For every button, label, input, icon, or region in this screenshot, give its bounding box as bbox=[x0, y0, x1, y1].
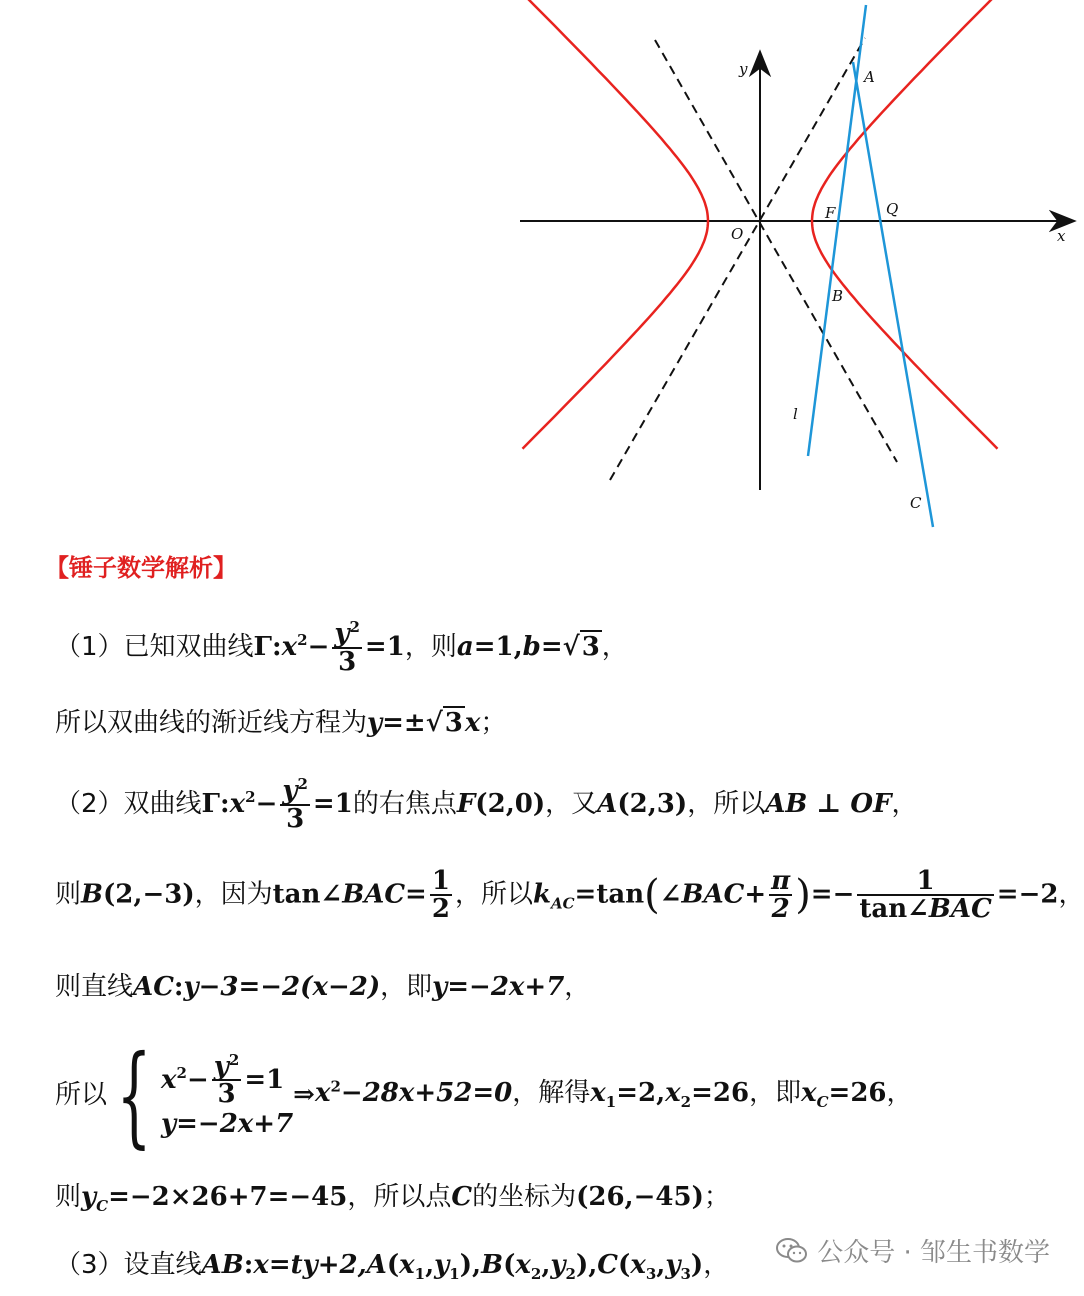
fraction-half bbox=[430, 868, 452, 922]
exponent: 2 bbox=[349, 618, 360, 636]
minus: − bbox=[255, 788, 278, 819]
text: 则直线 bbox=[55, 972, 134, 1002]
text: ，所以 bbox=[454, 879, 533, 910]
text: : bbox=[220, 788, 230, 819]
var-x: x bbox=[801, 1078, 817, 1109]
angle-bac: ∠BAC bbox=[907, 894, 992, 924]
numerator: 1 bbox=[431, 866, 450, 896]
equals-minus: =− bbox=[810, 879, 855, 910]
var-y: y bbox=[434, 1250, 450, 1280]
var-y: y bbox=[367, 708, 383, 738]
text: 的右焦点 bbox=[352, 788, 457, 819]
var-x: x bbox=[399, 1250, 415, 1280]
point-c: C bbox=[451, 1182, 473, 1212]
equals-one: =1 bbox=[364, 631, 405, 662]
var-y: y bbox=[81, 1182, 97, 1212]
numerator: 1 bbox=[916, 866, 935, 896]
subscript: 1 bbox=[414, 1265, 426, 1284]
text: ， bbox=[703, 1250, 730, 1280]
angle-bac: ∠BAC bbox=[320, 879, 406, 910]
var-a: a bbox=[456, 631, 474, 662]
subscript: 3 bbox=[680, 1265, 691, 1284]
denominator: 3 bbox=[280, 804, 310, 832]
equation-ab: x=ty+2, bbox=[253, 1250, 367, 1280]
equals-one: =1 bbox=[244, 1064, 285, 1095]
subscript: 2 bbox=[530, 1265, 542, 1284]
text: ， bbox=[891, 788, 918, 819]
denominator: 3 bbox=[332, 647, 362, 675]
point-f: F bbox=[456, 788, 476, 819]
equals: = bbox=[574, 879, 597, 910]
var-y: y bbox=[213, 1051, 229, 1082]
text: ，解得 bbox=[512, 1078, 591, 1109]
gamma-symbol: Γ bbox=[201, 788, 221, 819]
equals-one: =1 bbox=[312, 788, 353, 819]
solution-heading: 【锤子数学解析】 bbox=[45, 554, 237, 582]
denominator: 3 bbox=[212, 1079, 242, 1107]
subscript: C bbox=[816, 1093, 829, 1112]
fraction-y2-over-3 bbox=[280, 777, 310, 832]
line-ab-name: AB bbox=[201, 1250, 244, 1280]
subscript: 1 bbox=[449, 1265, 460, 1284]
var-k: k bbox=[532, 879, 551, 910]
text: ，即 bbox=[380, 972, 433, 1002]
text: ， bbox=[601, 631, 628, 662]
exponent: 2 bbox=[297, 631, 308, 650]
paren-open: ( bbox=[644, 872, 660, 918]
label-a: A bbox=[864, 68, 875, 86]
var-y: y bbox=[282, 775, 298, 806]
var-x: x bbox=[665, 1078, 681, 1109]
exponent: 2 bbox=[176, 1063, 187, 1082]
line-l bbox=[808, 5, 866, 456]
text: 的坐标为 bbox=[472, 1182, 577, 1212]
point-a: A bbox=[597, 788, 618, 819]
var-y: y bbox=[550, 1250, 566, 1280]
text: ； bbox=[480, 708, 507, 738]
line-ac-name: AC bbox=[133, 972, 174, 1002]
text: ； bbox=[703, 1182, 730, 1212]
plus: + bbox=[744, 879, 767, 910]
solution-line-3 bbox=[55, 777, 918, 832]
tan: tan bbox=[272, 879, 321, 910]
solution-line-8: （3）设直线$AB:x=ty+2,A(x_1,y_1),B(x_2,y_2),C(x_3,y_3)$， bbox=[55, 1250, 730, 1284]
label-c: C bbox=[910, 494, 922, 512]
hyperbola-figure bbox=[0, 0, 1080, 540]
exponent: 2 bbox=[330, 1077, 341, 1096]
equals-minus-two: =−2 bbox=[996, 879, 1059, 910]
text: : bbox=[173, 972, 184, 1002]
equals: = bbox=[540, 631, 563, 662]
text: : bbox=[243, 1250, 254, 1280]
coord-f: (2,0) bbox=[475, 788, 546, 819]
implies: ⇒ bbox=[293, 1080, 315, 1110]
watermark bbox=[775, 1232, 1050, 1269]
fraction-pi-over-2 bbox=[769, 868, 792, 922]
text: （1）已知双曲线 bbox=[55, 631, 254, 662]
var-y: y bbox=[665, 1250, 681, 1280]
minus: − bbox=[307, 631, 330, 662]
left-brace: { bbox=[116, 1031, 152, 1159]
quadratic-rest: −28x+52=0 bbox=[340, 1078, 513, 1109]
sqrt-radicand: 3 bbox=[444, 708, 463, 738]
text: ， bbox=[886, 1078, 913, 1109]
text: ， bbox=[564, 972, 591, 1002]
equals: = bbox=[405, 879, 427, 910]
equation-ac: y−3=−2(x−2) bbox=[183, 972, 381, 1002]
hyperbola-right-branch bbox=[812, 0, 998, 449]
value: =26 bbox=[691, 1078, 750, 1109]
text: （3）设直线 bbox=[55, 1250, 202, 1280]
var-b: b bbox=[522, 631, 541, 662]
text: ，因为 bbox=[194, 879, 273, 910]
solution-line-5 bbox=[55, 974, 590, 1000]
sqrt-radicand: 3 bbox=[581, 631, 600, 662]
subscript: 2 bbox=[565, 1265, 576, 1284]
text: 则 bbox=[55, 1182, 82, 1212]
var-x: x bbox=[161, 1064, 177, 1095]
tan: tan bbox=[596, 879, 645, 910]
denominator: 2 bbox=[769, 894, 792, 922]
var-x: x bbox=[630, 1250, 646, 1280]
solution-line-4 bbox=[55, 868, 1084, 922]
equals-plusminus: =± bbox=[382, 708, 426, 738]
var-x: x bbox=[314, 1078, 331, 1109]
hyperbola-left-branch bbox=[523, 0, 709, 449]
text: ，又 bbox=[545, 788, 598, 819]
solution-line-1 bbox=[55, 620, 628, 675]
text: ，所以点 bbox=[347, 1182, 452, 1212]
var-x: x bbox=[515, 1250, 531, 1280]
subscript: 1 bbox=[605, 1093, 617, 1112]
equation-ac-simplified: y=−2x+7 bbox=[432, 972, 565, 1002]
exponent: 2 bbox=[245, 788, 256, 807]
text: =1, bbox=[473, 631, 523, 662]
denominator: 2 bbox=[431, 894, 450, 924]
exponent: 2 bbox=[228, 1050, 240, 1069]
label-l: l bbox=[793, 405, 798, 423]
text: ， bbox=[1058, 879, 1084, 910]
subscript: AC bbox=[550, 894, 575, 913]
label-origin: O bbox=[731, 225, 744, 243]
fraction-one-over-tan bbox=[857, 868, 993, 922]
solution-line-7 bbox=[55, 1184, 730, 1214]
text: : bbox=[272, 631, 282, 662]
point-b: B bbox=[481, 1250, 504, 1280]
gamma-symbol: Γ bbox=[253, 631, 273, 662]
line-ac bbox=[853, 62, 933, 527]
fraction-y2-over-3 bbox=[332, 620, 362, 675]
perpendicular-relation: AB ⊥ OF bbox=[765, 788, 892, 819]
label-f: F bbox=[825, 204, 836, 222]
tan: tan bbox=[859, 894, 908, 924]
point-a: A bbox=[366, 1250, 387, 1280]
value: =2, bbox=[616, 1078, 666, 1109]
var-x: x bbox=[281, 631, 298, 662]
text: 所以双曲线的渐近线方程为 bbox=[55, 708, 368, 738]
system-row-2: y=−2x+7 bbox=[161, 1109, 294, 1140]
paren-close: ) bbox=[795, 872, 811, 918]
subscript: C bbox=[96, 1197, 109, 1216]
angle-bac: ∠BAC bbox=[659, 879, 745, 910]
fraction-y2-over-3 bbox=[212, 1050, 242, 1110]
value: =−2×26+7=−45 bbox=[108, 1182, 348, 1212]
coord-a: (2,3) bbox=[617, 788, 688, 819]
var-x: x bbox=[464, 708, 481, 738]
result-equation bbox=[314, 1077, 913, 1112]
point-c: C bbox=[597, 1250, 618, 1280]
var-x: x bbox=[590, 1078, 606, 1109]
text: ，所以 bbox=[687, 788, 766, 819]
label-q: Q bbox=[886, 200, 899, 218]
figure-svg bbox=[0, 0, 1080, 540]
var-x: x bbox=[229, 788, 246, 819]
numerator: π bbox=[771, 866, 791, 896]
subscript: 2 bbox=[680, 1093, 692, 1112]
text: （2）双曲线 bbox=[55, 788, 202, 819]
text: ，则 bbox=[404, 631, 457, 662]
exponent: 2 bbox=[297, 775, 308, 793]
equation-system bbox=[161, 1049, 293, 1142]
label-b: B bbox=[832, 287, 844, 305]
sqrt-sign: √ bbox=[562, 631, 580, 662]
point-b: B bbox=[81, 879, 103, 910]
sqrt-sign: √ bbox=[425, 708, 443, 738]
minus: − bbox=[186, 1064, 209, 1095]
coord-c: (26,−45) bbox=[576, 1182, 704, 1212]
solution-line-6 bbox=[55, 1031, 913, 1159]
asymptote-positive bbox=[610, 38, 865, 480]
var-y: y bbox=[334, 618, 350, 649]
text: 则 bbox=[55, 879, 82, 910]
label-x: x bbox=[1057, 227, 1066, 245]
watermark-text: 公众号 · 邹生书数学 bbox=[817, 1238, 1050, 1268]
text: ，即 bbox=[749, 1078, 802, 1109]
wechat-icon bbox=[775, 1234, 809, 1268]
text: 所以 bbox=[55, 1080, 108, 1110]
subscript: 3 bbox=[645, 1265, 657, 1284]
coord-b: (2,−3) bbox=[103, 879, 195, 910]
solution-line-2 bbox=[55, 710, 506, 736]
label-y: y bbox=[739, 60, 748, 78]
value: =26 bbox=[828, 1078, 887, 1109]
